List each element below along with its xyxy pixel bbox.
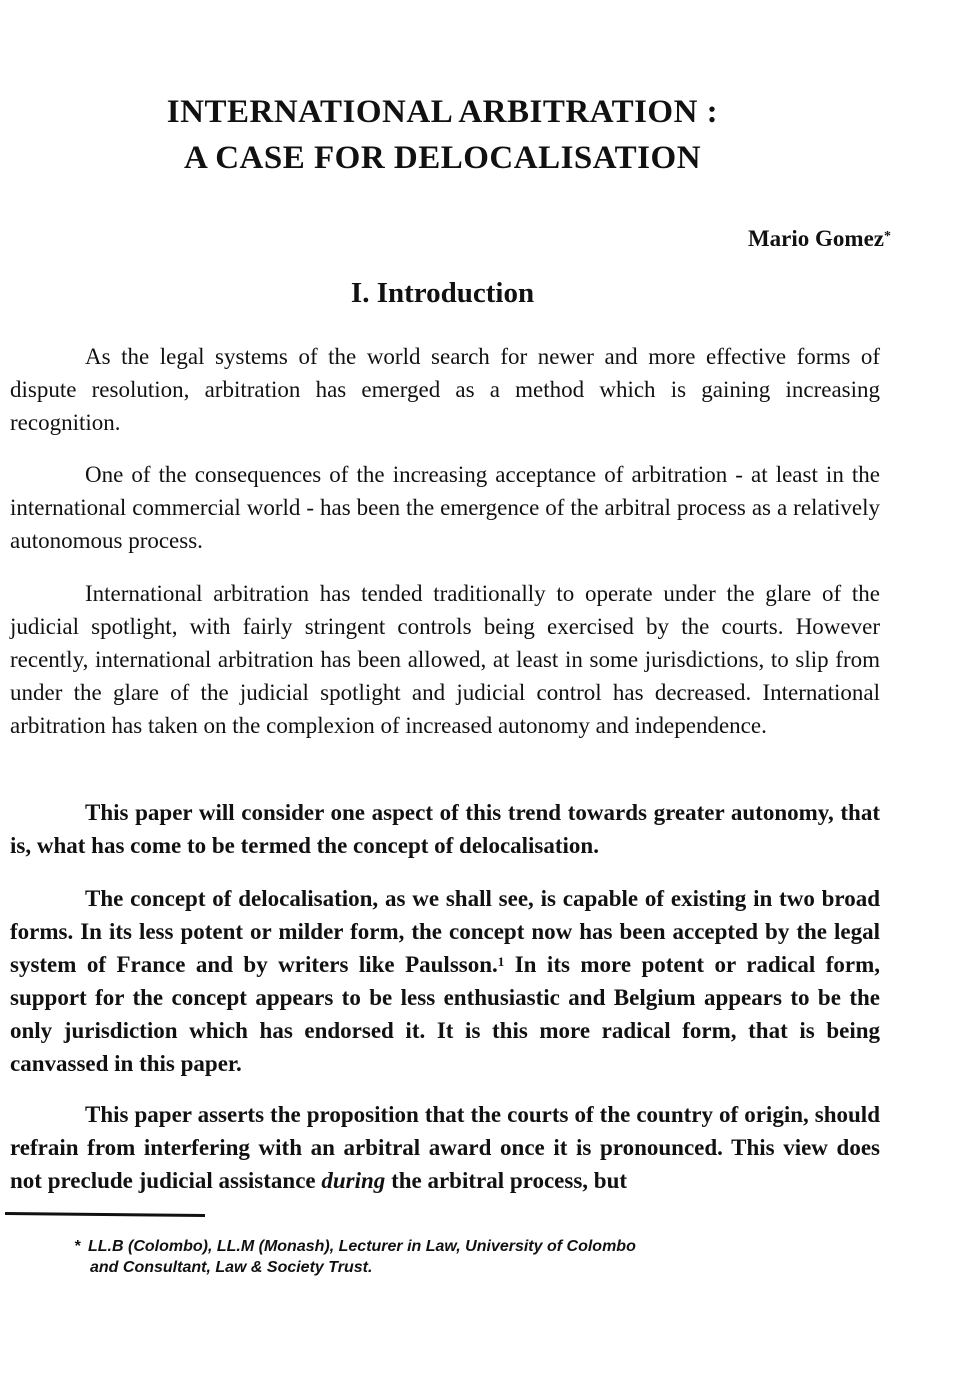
paragraph-4: This paper will consider one aspect of this trend towards greater autonomy, that is, what has come to be termed the concept of delocalisation. [10, 800, 880, 858]
footnote-line-1: LL.B (Colombo), LL.M (Monash), Lecturer in Law, University of Colombo [88, 1238, 636, 1255]
footnote [74, 1236, 794, 1278]
paragraph-6-text-a: This paper asserts the proposition that the courts of the country of origin, should refrain from interfering with an arbitral award once it is pronounced. This view does not preclude judicial assistance [10, 1102, 880, 1193]
paragraph-6 [10, 1098, 880, 1197]
title-line-1: INTERNATIONAL ARBITRATION : [166, 94, 719, 130]
footnote-line-2: and Consultant, Law & Society Trust. [90, 1259, 373, 1276]
footnote-reference-1: 1 [497, 954, 505, 969]
footnote-separator-rule [5, 1212, 205, 1217]
paragraph-5-text-b: In its more potent or radical form, support for the concept appears to be less enthusiastic and Belgium appears to be the only jurisdiction which has endorsed it. It is this more radical form, that is being canvassed in this paper. [10, 952, 881, 1076]
paragraph-3: International arbitration has tended traditionally to operate under the glare of the judicial spotlight, with fairly stringent controls being exercised by the courts. However recently, international arbitration has been allowed, at least in some jurisdictions, to slip from under the glare of the judicial spotlight and judicial control has decreased. International arbitration has taken on the complexion of increased autonomy and independence. [10, 581, 880, 738]
paragraph-5-text-a: The concept of delocalisation, as we shall see, is capable of existing in two broad forms. In its less potent or milder form, the concept now has been accepted by the legal system of France and by writers like Paulsson. [10, 886, 880, 977]
paragraph-6-text-b: the arbitral process, but [385, 1168, 628, 1193]
footnote-marker: * [74, 1238, 81, 1255]
section-heading: I. Introduction [350, 277, 535, 309]
paragraph-2: One of the consequences of the increasing acceptance of arbitration - at least in the international commercial world - has been the emergence of the arbitral process as a relatively autonomous process. [10, 462, 880, 553]
author [748, 224, 891, 254]
author-footnote-marker: * [884, 229, 891, 244]
paragraph-6-emphasis: during [321, 1168, 386, 1193]
title-line-2: A CASE FOR DELOCALISATION [183, 140, 702, 176]
author-name: Mario Gomez [747, 226, 884, 251]
paragraph-1: As the legal systems of the world search for newer and more effective forms of dispute resolution, arbitration has emerged as a method which is gaining increasing recognition. [10, 344, 880, 435]
paragraph-5 [10, 882, 880, 1080]
